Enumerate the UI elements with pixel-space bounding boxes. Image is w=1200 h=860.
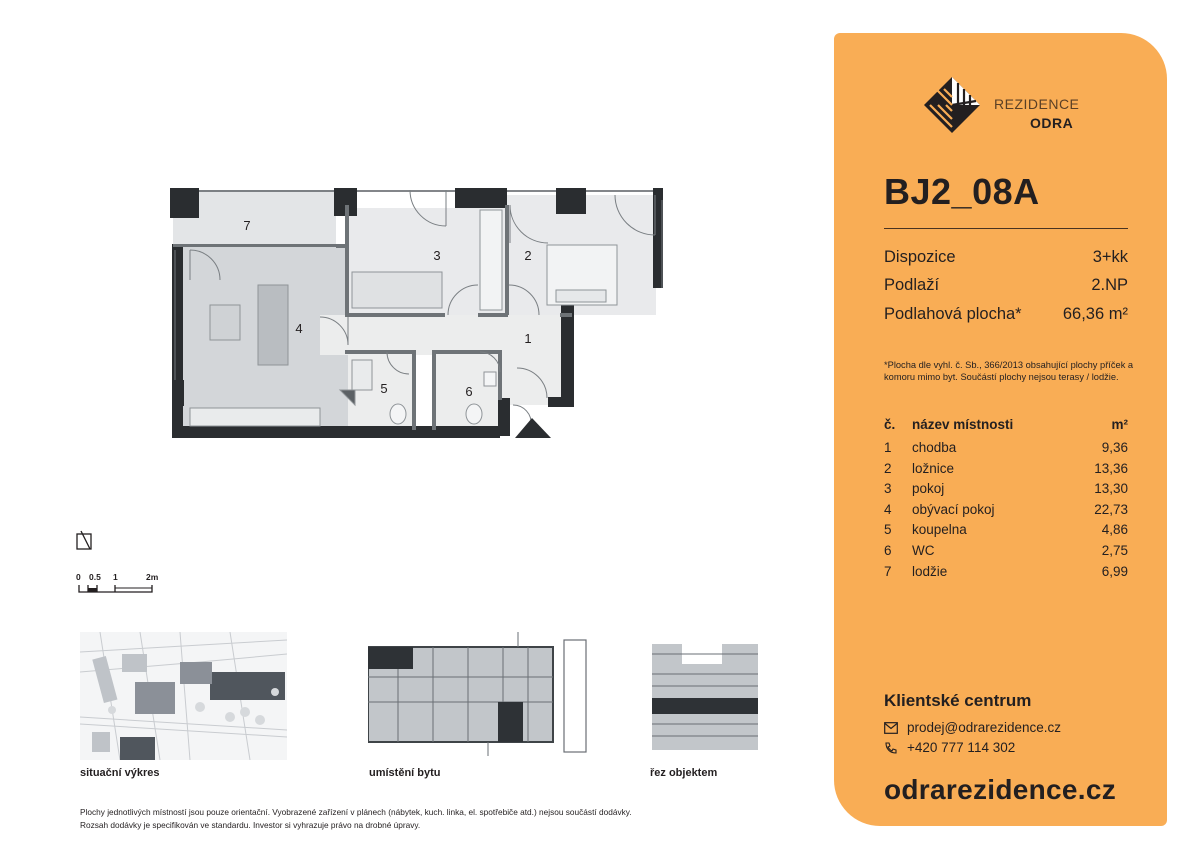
property-label: Podlaží bbox=[884, 276, 940, 294]
room-area: 22,73 bbox=[1094, 502, 1128, 517]
property-label: Dispozice bbox=[884, 248, 956, 266]
site-plan-thumbnail bbox=[80, 632, 287, 760]
scale-tick-0: 0 bbox=[76, 572, 81, 582]
table-row bbox=[884, 564, 1128, 584]
logo-text-rezidence: REZIDENCE bbox=[994, 96, 1080, 112]
floor-plan bbox=[160, 175, 680, 450]
room-number: 7 bbox=[884, 564, 892, 579]
room-area: 13,36 bbox=[1094, 461, 1128, 476]
brand-logo bbox=[922, 75, 1142, 135]
scale-tick-2m: 2m bbox=[146, 572, 159, 582]
room-area: 4,86 bbox=[1101, 522, 1128, 537]
room-number: 2 bbox=[884, 461, 892, 476]
room-area: 13,30 bbox=[1094, 481, 1128, 496]
col-name-header: název místnosti bbox=[912, 417, 1014, 432]
room-area: 6,99 bbox=[1101, 564, 1128, 579]
room-label-2: 2 bbox=[524, 248, 532, 263]
entrance-arrow bbox=[515, 418, 551, 438]
north-arrow-icon bbox=[75, 530, 97, 552]
room-label-6: 6 bbox=[465, 384, 473, 399]
logo-text-odra: ODRA bbox=[1030, 115, 1074, 131]
disclaimer-line-2: Rozsah dodávky je specifikován ve standardu. Investor si vyhrazuje právo na drobné úpravy. bbox=[80, 819, 421, 830]
unit-location-thumbnail bbox=[368, 632, 593, 760]
website-link[interactable]: odrarezidence.cz bbox=[884, 774, 1116, 805]
property-value: 3+kk bbox=[1092, 248, 1128, 266]
table-row bbox=[884, 481, 1128, 501]
email-link[interactable]: prodej@odrarezidence.cz bbox=[907, 720, 1062, 735]
table-row bbox=[884, 522, 1128, 542]
room-label-7: 7 bbox=[243, 218, 251, 233]
room-name: koupelna bbox=[912, 522, 967, 537]
property-value: 66,36 m² bbox=[1062, 305, 1128, 323]
col-area-header: m² bbox=[1111, 417, 1128, 432]
table-row bbox=[884, 440, 1128, 460]
scale-tick-1: 1 bbox=[113, 572, 118, 582]
unit-id-title: BJ2_08A bbox=[884, 171, 1040, 212]
hallway-floor-2 bbox=[500, 315, 570, 405]
room-number: 3 bbox=[884, 481, 892, 496]
room-label-1: 1 bbox=[524, 331, 532, 346]
room-name: chodba bbox=[912, 440, 957, 455]
room-number: 4 bbox=[884, 502, 892, 517]
room-label-5: 5 bbox=[380, 381, 388, 396]
room-name: pokoj bbox=[912, 481, 945, 496]
scale-tick-05: 0.5 bbox=[89, 572, 101, 582]
room-number: 6 bbox=[884, 543, 892, 558]
room-name: lodžie bbox=[912, 564, 948, 579]
room-label-4: 4 bbox=[295, 321, 303, 336]
phone-link[interactable]: +420 777 114 302 bbox=[907, 740, 1016, 755]
scale-bar bbox=[70, 565, 180, 597]
property-label: Podlahová plocha* bbox=[884, 305, 1022, 323]
building-section-thumbnail bbox=[650, 632, 760, 760]
table-row bbox=[884, 502, 1128, 522]
room-area: 2,75 bbox=[1101, 543, 1128, 558]
room-name: WC bbox=[912, 543, 935, 558]
envelope-icon bbox=[884, 722, 898, 734]
unit-location-caption: umístění bytu bbox=[369, 767, 441, 779]
site-plan-caption: situační výkres bbox=[80, 767, 160, 779]
col-number-header: č. bbox=[884, 417, 896, 432]
room-number: 5 bbox=[884, 522, 892, 537]
unit-info-panel bbox=[834, 33, 1167, 826]
disclaimer bbox=[80, 806, 640, 831]
room-name: ložnice bbox=[912, 461, 955, 476]
room-number: 1 bbox=[884, 440, 892, 455]
table-row bbox=[884, 461, 1128, 481]
disclaimer-line-1: Plochy jednotlivých místností jsou pouze orientační. Vyobrazené zařízení v plánech (nábytek, kuch. linka, el. spotřebiče atd.) nejsou součástí dodávky. bbox=[80, 807, 632, 817]
property-value: 2.NP bbox=[1091, 276, 1128, 294]
logo-emblem-icon bbox=[922, 75, 982, 135]
room-label-3: 3 bbox=[433, 248, 441, 263]
area-footnote: *Plocha dle vyhl. č. Sb., 366/2013 obsahující plochy příček a komoru mimo byt. Součástí plochy nejsou terasy / lodžie. bbox=[884, 360, 1134, 382]
table-row bbox=[884, 543, 1128, 563]
client-center-title: Klientské centrum bbox=[884, 691, 1032, 710]
room-area: 9,36 bbox=[1101, 440, 1128, 455]
phone-icon bbox=[884, 742, 898, 754]
room-name: obývací pokoj bbox=[912, 502, 995, 517]
divider bbox=[884, 228, 1128, 229]
building-section-caption: řez objektem bbox=[650, 767, 718, 779]
room-table-header bbox=[884, 417, 1128, 437]
